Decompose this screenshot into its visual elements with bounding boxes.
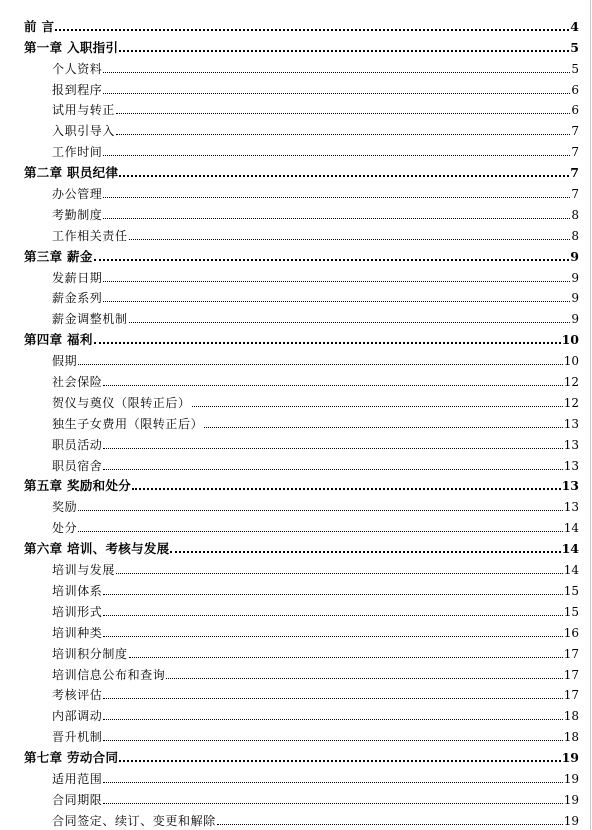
toc-entry-title: 个人资料 (52, 61, 103, 76)
toc-dot-leader (129, 238, 570, 240)
toc-page-number: 18 (563, 709, 579, 724)
toc-section-entry[interactable] (24, 222, 579, 243)
toc-page-number: 12 (563, 375, 579, 390)
toc-section-entry[interactable] (24, 556, 579, 577)
toc-dot-leader (78, 509, 563, 511)
toc-section-entry[interactable] (24, 514, 579, 535)
toc-section-entry[interactable] (24, 702, 579, 723)
toc-entry-title: 考核评估 (52, 688, 103, 703)
toc-dot-leader (103, 614, 562, 616)
toc-page-number: 13 (563, 437, 579, 452)
toc-chapter-entry[interactable] (24, 13, 579, 34)
toc-entry-title: 贺仪与奠仪（限转正后） (52, 395, 191, 410)
toc-page-number: 9 (571, 312, 579, 327)
toc-section-entry[interactable] (24, 285, 579, 306)
toc-section-entry[interactable] (24, 640, 579, 661)
toc-chapter-entry[interactable] (24, 34, 579, 55)
toc-chapter-entry[interactable] (24, 744, 579, 765)
toc-page-number: 9 (570, 248, 579, 264)
toc-dot-leader (116, 572, 563, 574)
toc-entry-title: 合同期限 (52, 792, 103, 807)
toc-dot-leader (103, 781, 562, 783)
toc-entry-title: 第五章 奖励和处分 (24, 478, 132, 494)
toc-section-entry[interactable] (24, 180, 579, 201)
toc-page-number: 19 (563, 792, 579, 807)
toc-section-entry[interactable] (24, 76, 579, 97)
toc-entry-title: 职员活动 (52, 437, 103, 452)
toc-dot-leader (78, 363, 563, 365)
toc-page-number: 19 (563, 813, 579, 828)
toc-section-entry[interactable] (24, 807, 579, 828)
toc-entry-title: 假期 (52, 354, 78, 369)
toc-page-number: 17 (563, 667, 579, 682)
toc-entry-title: 第四章 福利 (24, 332, 93, 348)
toc-dot-leader (103, 739, 562, 741)
toc-page-number: 6 (571, 103, 579, 118)
toc-entry-title: 前 言 (24, 18, 55, 34)
toc-page-number: 7 (571, 187, 579, 202)
toc-page-number: 5 (571, 61, 579, 76)
toc-entry-title: 培训信息公布和查询 (52, 667, 166, 682)
toc-dot-leader (103, 280, 570, 282)
toc-dot-leader (103, 593, 562, 595)
toc-entry-title: 培训种类 (52, 625, 103, 640)
toc-entry-title: 试用与转正 (52, 103, 116, 118)
toc-entry-title: 发薪日期 (52, 270, 103, 285)
toc-section-entry[interactable] (24, 431, 579, 452)
toc-section-entry[interactable] (24, 201, 579, 222)
toc-page-number: 8 (571, 207, 579, 222)
toc-entry-title: 培训体系 (52, 583, 103, 598)
toc-entry-title: 办公管理 (52, 187, 103, 202)
toc-section-entry[interactable] (24, 347, 579, 368)
toc-dot-leader (103, 697, 562, 699)
toc-chapter-entry[interactable] (24, 243, 579, 264)
toc-section-entry[interactable] (24, 661, 579, 682)
toc-dot-leader (103, 92, 570, 94)
toc-page-number: 17 (563, 646, 579, 661)
toc-section-entry[interactable] (24, 264, 579, 285)
toc-dot-leader (116, 112, 570, 114)
toc-dot-leader (103, 635, 562, 637)
toc-section-entry[interactable] (24, 389, 579, 410)
toc-dot-leader (94, 341, 561, 344)
toc-page-number: 13 (563, 500, 579, 515)
toc-section-entry[interactable] (24, 682, 579, 703)
toc-dot-leader (166, 677, 562, 679)
toc-dot-leader (170, 550, 560, 553)
toc-page-number: 13 (561, 478, 579, 494)
toc-dot-leader (103, 802, 562, 804)
toc-chapter-entry[interactable] (24, 535, 579, 556)
toc-dot-leader (103, 447, 562, 449)
toc-dot-leader (119, 49, 569, 52)
toc-entry-title: 第七章 劳动合同 (24, 750, 119, 766)
toc-section-entry[interactable] (24, 117, 579, 138)
toc-dot-leader (103, 718, 562, 720)
toc-page-number: 7 (571, 124, 579, 139)
toc-section-entry[interactable] (24, 138, 579, 159)
toc-page-number: 5 (570, 39, 579, 55)
toc-section-entry[interactable] (24, 55, 579, 76)
toc-entry-title: 工作相关责任 (52, 228, 128, 243)
toc-chapter-entry[interactable] (24, 326, 579, 347)
toc-dot-leader (129, 656, 563, 658)
toc-section-entry[interactable] (24, 765, 579, 786)
toc-entry-title: 薪金调整机制 (52, 312, 128, 327)
toc-page-number: 14 (561, 541, 579, 557)
toc-page-number: 4 (570, 18, 579, 34)
toc-entry-title: 报到程序 (52, 82, 103, 97)
toc-dot-leader (103, 217, 570, 219)
toc-entry-title: 职员宿舍 (52, 458, 103, 473)
toc-entry-title: 培训积分制度 (52, 646, 128, 661)
toc-section-entry[interactable] (24, 786, 579, 807)
toc-dot-leader (94, 258, 570, 261)
toc-page-number: 7 (571, 145, 579, 160)
toc-dot-leader (204, 426, 563, 428)
toc-entry-title: 处分 (52, 521, 78, 536)
toc-dot-leader (119, 174, 569, 177)
toc-entry-title: 合同签定、续订、变更和解除 (52, 813, 216, 828)
toc-entry-title: 第一章 入职指引 (24, 39, 119, 55)
toc-page-number: 14 (563, 563, 579, 578)
toc-dot-leader (103, 300, 570, 302)
toc-chapter-entry[interactable] (24, 159, 579, 180)
toc-page-number: 16 (563, 625, 579, 640)
toc-dot-leader (116, 133, 570, 135)
toc-dot-leader (103, 384, 562, 386)
toc-page-number: 15 (563, 604, 579, 619)
toc-section-entry[interactable] (24, 410, 579, 431)
toc-section-entry[interactable] (24, 577, 579, 598)
toc-entry-title: 第三章 薪金 (24, 248, 93, 264)
toc-dot-leader (192, 405, 563, 407)
toc-page-number: 6 (571, 82, 579, 97)
toc-entry-title: 独生子女费用（限转正后） (52, 416, 204, 431)
toc-page-number: 17 (563, 688, 579, 703)
toc-dot-leader (132, 487, 561, 490)
toc-page-number: 13 (563, 458, 579, 473)
toc-entry-title: 第六章 培训、考核与发展 (24, 541, 170, 557)
toc-dot-leader (103, 71, 570, 73)
toc-page-number: 7 (570, 165, 579, 181)
toc-page-number: 9 (571, 270, 579, 285)
toc-dot-leader (78, 530, 563, 532)
toc-dot-leader (103, 468, 562, 470)
toc-dot-leader (217, 823, 563, 825)
toc-section-entry[interactable] (24, 368, 579, 389)
toc-entry-title: 培训形式 (52, 604, 103, 619)
toc-section-entry[interactable] (24, 452, 579, 473)
toc-entry-title: 内部调动 (52, 709, 103, 724)
toc-dot-leader (119, 759, 560, 762)
toc-dot-leader (55, 28, 569, 31)
toc-section-entry[interactable] (24, 493, 579, 514)
table-of-contents (24, 13, 579, 828)
toc-entry-title: 适用范围 (52, 771, 103, 786)
toc-entry-title: 培训与发展 (52, 563, 116, 578)
toc-entry-title: 考勤制度 (52, 207, 103, 222)
toc-page-number: 12 (563, 395, 579, 410)
toc-chapter-entry[interactable] (24, 473, 579, 494)
toc-page-number: 8 (571, 228, 579, 243)
toc-entry-title: 入职引导入 (52, 124, 116, 139)
toc-section-entry[interactable] (24, 723, 579, 744)
toc-page-number: 19 (563, 771, 579, 786)
toc-page-number: 10 (563, 354, 579, 369)
toc-dot-leader (103, 196, 570, 198)
toc-section-entry[interactable] (24, 97, 579, 118)
toc-entry-title: 第二章 职员纪律 (24, 165, 119, 181)
toc-section-entry[interactable] (24, 305, 579, 326)
toc-page-number: 14 (563, 521, 579, 536)
toc-dot-leader (103, 154, 570, 156)
toc-entry-title: 社会保险 (52, 375, 103, 390)
toc-page-number: 18 (563, 730, 579, 745)
toc-entry-title: 奖励 (52, 500, 78, 515)
toc-entry-title: 晋升机制 (52, 730, 103, 745)
toc-entry-title: 工作时间 (52, 145, 103, 160)
toc-entry-title: 薪金系列 (52, 291, 103, 306)
toc-section-entry[interactable] (24, 598, 579, 619)
toc-page-number: 10 (561, 332, 579, 348)
toc-page-number: 13 (563, 416, 579, 431)
toc-page-number: 9 (571, 291, 579, 306)
toc-page-number: 19 (561, 750, 579, 766)
toc-dot-leader (129, 321, 570, 323)
toc-page-number: 15 (563, 583, 579, 598)
toc-section-entry[interactable] (24, 619, 579, 640)
